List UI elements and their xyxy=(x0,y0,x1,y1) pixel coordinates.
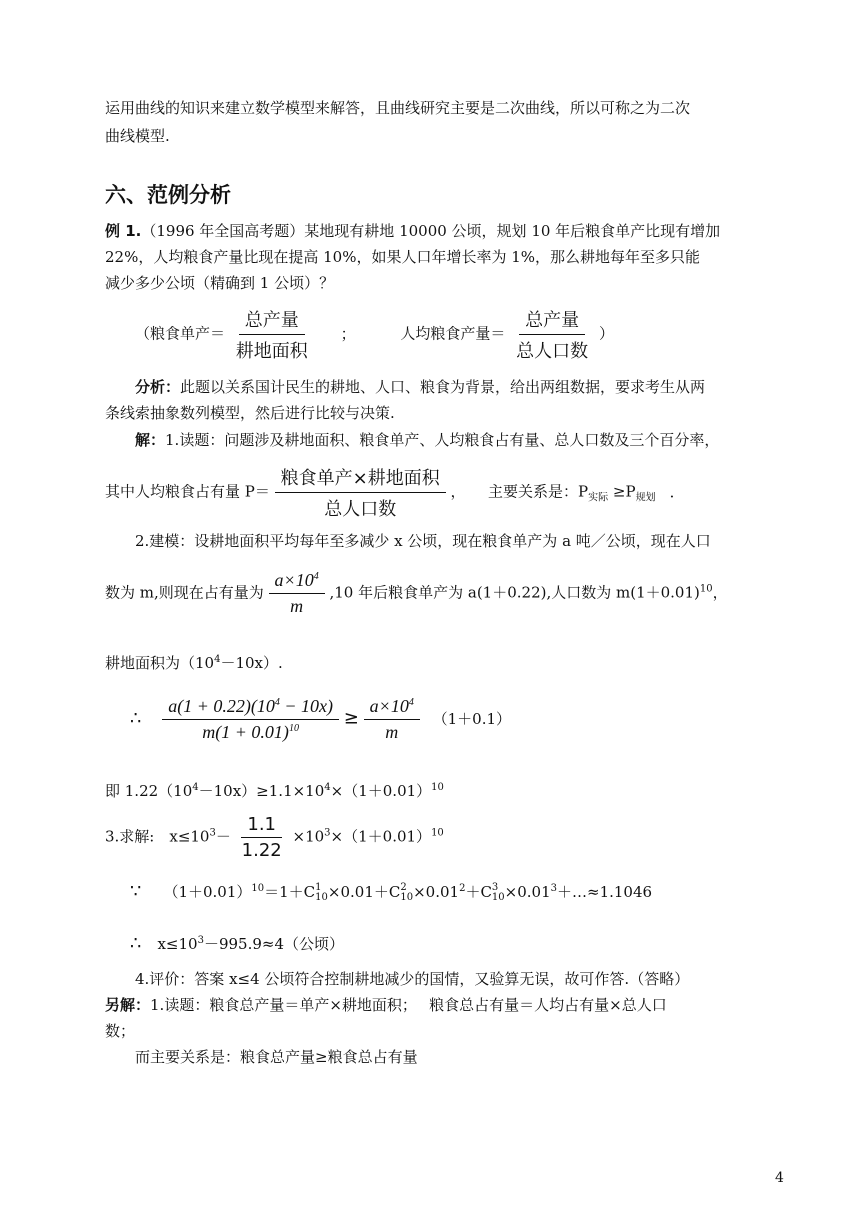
s3-prefix: 3.求解: x≤10 xyxy=(105,827,210,846)
fraction-ratio xyxy=(236,814,288,861)
alt-label: 另解： xyxy=(105,996,151,1014)
fraction-yield-den: 耕地面积 xyxy=(235,341,308,362)
ji-mid: －10x）≥1.1×10 xyxy=(198,782,325,800)
therefore-symbol-2: ∴ xyxy=(130,933,142,954)
fraction-per-capita xyxy=(510,306,594,363)
alt-text-1: 1.读题：粮食总产量＝单产×耕地面积； 粮食总占有量＝人均占有量×总人口 xyxy=(150,996,667,1014)
ineq-r-num-sup: 4 xyxy=(408,697,414,708)
bin-b-sub: 10 xyxy=(315,892,328,903)
fraction-current-holding-den: m xyxy=(290,596,304,616)
fraction-inequality-right xyxy=(364,696,420,743)
formula-hint-label2: 人均粮食产量＝ xyxy=(400,324,506,343)
fraction-inequality-right-num xyxy=(364,696,420,720)
step2-line-2 xyxy=(105,570,728,617)
fraction-per-capita-num: 总产量 xyxy=(519,306,585,335)
intro-line-2: 曲线模型. xyxy=(105,127,170,145)
alt-line-2: 数； xyxy=(105,1022,136,1040)
because-symbol: ∵ xyxy=(130,881,142,902)
fraction-current-holding xyxy=(269,570,325,617)
relation-label: ， 主要关系是：P xyxy=(450,482,589,501)
formula-hint xyxy=(135,306,614,363)
res-end: －995.9≈4（公顷） xyxy=(203,935,345,953)
relation-sub-actual: 实际 xyxy=(588,492,609,504)
bin-f: ×0.01 xyxy=(504,883,551,901)
relation-sub-plan: 规划 xyxy=(635,492,656,504)
ji-sup-2: 4 xyxy=(324,782,331,793)
inequality-geq: ≥ xyxy=(343,707,359,729)
bin-d-sup: 2 xyxy=(459,883,466,894)
bin-b: ＝1＋C xyxy=(264,883,316,901)
ji-sup-1: 4 xyxy=(192,782,199,793)
ineq-num-end: − 10x) xyxy=(279,696,334,716)
example-line-3: 减少多少公顷（精确到 1 公顷）？ xyxy=(105,274,335,292)
s3-sup: 3 xyxy=(209,827,216,839)
fraction-inequality-left-den xyxy=(196,720,305,743)
page-number: 4 xyxy=(775,1170,784,1186)
solution-line-1 xyxy=(135,430,719,450)
solution-per-capita-line xyxy=(105,464,685,521)
bin-g: ＋…≈1.1046 xyxy=(557,883,653,901)
section-heading: 六、范例分析 xyxy=(105,183,231,207)
inequality-line xyxy=(130,696,511,743)
s3-tail: ×（1＋0.01） xyxy=(330,827,432,846)
alt-line-1 xyxy=(105,995,667,1015)
ineq-den-text: m(1 + 0.01) xyxy=(202,722,289,742)
area-sup: 4 xyxy=(214,654,221,665)
alt-line-3: 而主要关系是：粮食总产量≥粮食总占有量 xyxy=(135,1048,418,1066)
fraction-ratio-den: 1.22 xyxy=(241,840,282,861)
bin-f-sup: 3 xyxy=(550,883,557,894)
bin-c: ×0.01＋C xyxy=(327,883,401,901)
bin-c-sup: 2 xyxy=(400,882,407,893)
bin-e-sub: 10 xyxy=(491,892,505,903)
fraction-inequality-right-den: m xyxy=(385,722,399,742)
binomial-line xyxy=(130,879,652,903)
fraction-inequality-left-num xyxy=(162,696,339,720)
formula-hint-open: （粮食单产＝ xyxy=(135,324,226,343)
result-line xyxy=(130,931,344,954)
fraction-current-holding-num xyxy=(269,570,325,594)
fraction-ratio-num: 1.1 xyxy=(241,814,282,838)
example-line-2: 22%，人均粮食产量比现在提高 10%，如果人口年增长率为 1%，那么耕地每年至多只能 xyxy=(105,248,701,266)
ji-sup-3: 10 xyxy=(431,782,444,793)
per-capita-prefix: 其中人均粮食占有量 P＝ xyxy=(105,482,270,501)
bin-e-sup: 3 xyxy=(491,882,499,893)
s3-minus: － xyxy=(215,827,231,846)
analysis-line-2: 条线索抽象数列模型，然后进行比较与决策. xyxy=(105,404,395,422)
holding-num-text: a×10 xyxy=(274,570,314,590)
solution-label: 解： xyxy=(135,431,166,449)
ineq-num-text: a(1 + 0.22)(10 xyxy=(168,696,275,716)
fraction-yield-num: 总产量 xyxy=(239,306,305,335)
bin-d: ×0.01 xyxy=(413,883,460,901)
res-prefix: x≤10 xyxy=(157,935,198,953)
step3-line xyxy=(105,814,444,861)
step2-end: ， xyxy=(712,583,728,602)
bin-a: （1＋0.01） xyxy=(163,883,252,901)
ineq-r-num-text: a×10 xyxy=(369,696,409,716)
solution-text-1: 1.读题：问题涉及耕地面积、粮食单产、人均粮食占有量、总人口数及三个百分率， xyxy=(165,431,720,449)
fraction-yield xyxy=(230,306,314,363)
step2-line-3 xyxy=(105,650,283,673)
s3-sup-3: 10 xyxy=(431,827,444,839)
step4-line: 4.评价：答案 x≤4 公顷符合控制耕地减少的国情，又验算无误，故可作答.（答略） xyxy=(135,970,690,988)
example-text-1: （1996 年全国高考题）某地现有耕地 10000 公顷，规划 10 年后粮食单产比现有增加 xyxy=(141,222,721,240)
simplified-line xyxy=(105,778,444,801)
analysis-text-1: 此题以关系国计民生的耕地、人口、粮食为背景，给出两组数据，要求考生从两 xyxy=(180,378,706,396)
s3-mid: ×10 xyxy=(292,827,325,846)
example-label: 例 1. xyxy=(105,222,142,240)
analysis-line-1 xyxy=(135,377,705,397)
bin-b-sup: 1 xyxy=(315,882,322,893)
relation-geq: ≥P xyxy=(608,482,636,501)
step2-prefix: 数为 m,则现在占有量为 xyxy=(105,583,264,602)
step2-sup: 10 xyxy=(699,583,713,595)
fraction-per-capita-den: 总人口数 xyxy=(516,341,589,362)
ji-prefix: 即 1.22（10 xyxy=(105,782,193,800)
ineq-num-sup: 4 xyxy=(274,697,280,708)
inequality-tail: （1＋0.1） xyxy=(432,709,512,728)
holding-num-sup: 4 xyxy=(313,571,319,582)
analysis-label: 分析： xyxy=(135,378,181,396)
fraction-per-capita-p xyxy=(275,464,446,521)
bin-a-sup: 10 xyxy=(251,883,265,894)
res-sup: 3 xyxy=(197,935,204,946)
formula-hint-close: ） xyxy=(598,324,614,343)
therefore-symbol: ∴ xyxy=(130,707,142,729)
relation-end: ． xyxy=(669,482,685,501)
step2-mid: ,10 年后粮食单产为 a(1＋0.22),人口数为 m(1＋0.01) xyxy=(329,583,700,602)
fraction-per-capita-p-num: 粮食单产×耕地面积 xyxy=(275,464,446,493)
area-end: －10x）. xyxy=(220,654,283,672)
bin-c-sub: 10 xyxy=(400,892,414,903)
step2-line-1: 2.建模：设耕地面积平均每年至多减少 x 公顷，现在粮食单产为 a 吨／公顷，现在人口 xyxy=(135,532,711,550)
bin-e: ＋C xyxy=(465,883,492,901)
formula-hint-sep: ； xyxy=(340,324,356,343)
area-prefix: 耕地面积为（10 xyxy=(105,654,215,672)
intro-line-1: 运用曲线的知识来建立数学模型来解答，且曲线研究主要是二次曲线，所以可称之为二次 xyxy=(105,99,691,117)
ineq-den-sup: 10 xyxy=(288,723,299,734)
fraction-inequality-left xyxy=(162,696,339,743)
ji-mid-2: ×（1＋0.01） xyxy=(330,782,432,800)
fraction-per-capita-p-den: 总人口数 xyxy=(324,499,397,520)
example-line-1 xyxy=(105,221,720,241)
s3-sup-2: 3 xyxy=(324,827,331,839)
